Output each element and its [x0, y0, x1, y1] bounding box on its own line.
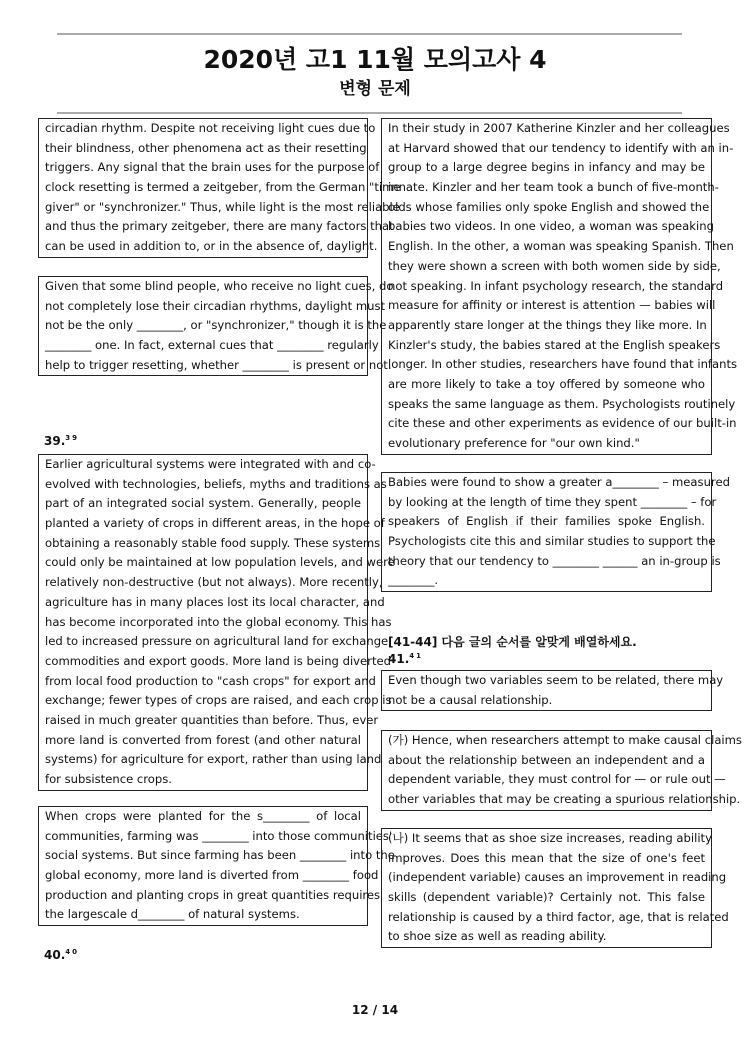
passage-38-box: [38, 118, 401, 258]
text-line: Even though two variables seem to be related, there may: [388, 673, 724, 687]
text-line: obtaining a reasonably stable food supply. These systems: [45, 535, 381, 550]
text-line: not be the only ________, or "synchronizer," though it is the: [45, 318, 387, 333]
text-line: part of an integrated social system. Generally, people: [45, 496, 361, 511]
text-line: not completely lose their circadian rhythms, daylight must: [45, 298, 386, 313]
page-subtitle: 변형 문제: [339, 79, 411, 99]
text-line: more land is converted from forest (and other natural: [45, 732, 361, 747]
text-line: improves. Does this mean that the size of one's feet: [388, 850, 705, 865]
text-line: circadian rhythm. Despite not receiving light cues due to: [45, 121, 376, 135]
text-line: are more likely to take a toy offered by someone who: [388, 376, 705, 391]
text-line: help to trigger resetting, whether ________ is present or not.: [45, 357, 392, 372]
text-line: Kinzler's study, the babies stared at the English speakers: [388, 337, 721, 352]
summary-39-box: [38, 806, 395, 926]
passage-39-box: [38, 454, 395, 791]
text-line: group to a large degree begins in infancy and may be: [388, 160, 705, 175]
text-line: agriculture has in many places lost its local character, and: [45, 594, 385, 609]
question-41-label: 41.41: [388, 652, 424, 666]
text-line: planted a variety of crops in different areas, in the hope of: [45, 516, 385, 531]
text-line: (independent variable) causes an improvement in reading: [388, 870, 727, 885]
text-line: and thus the primary zeitgeber, there are many factors that: [45, 219, 394, 234]
text-line: (가) Hence, when researchers attempt to make causal claims: [388, 733, 742, 747]
text-line: Babies were found to show a greater a________ – measured: [388, 475, 730, 489]
text-line: systems) for agriculture for export, rather than using land: [45, 752, 382, 767]
text-line: has become incorporated into the global economy. This has: [45, 614, 392, 629]
text-line: Given that some blind people, who receive no light cues, do: [45, 279, 394, 293]
text-line: speaks the same language as them. Psychologists routinely: [388, 396, 736, 411]
text-line: other variables that may be creating a spurious relationship.: [388, 792, 741, 807]
text-line: clock resetting is termed a zeitgeber, from the German "time: [45, 180, 401, 195]
text-line: In their study in 2007 Katherine Kinzler and her colleagues: [388, 121, 730, 135]
text-line: ________.: [388, 573, 439, 588]
text-line: When crops were planted for the s________ of local: [45, 809, 361, 823]
part-na-box: [381, 828, 729, 948]
text-line: production and planting crops in great quantities requires: [45, 887, 381, 902]
question-40-label: 40.40: [44, 948, 80, 962]
part-ga-box: [381, 730, 742, 811]
text-line: olds whose families only spoke English and showed the: [388, 199, 710, 214]
question-39-label: 39.39: [44, 434, 80, 448]
text-line: not speaking. In infant psychology research, the standard: [388, 278, 724, 293]
summary-40-box: [381, 472, 730, 592]
text-line: led to increased pressure on agricultural land for exchange: [45, 634, 389, 649]
text-line: skills (dependent variable)? Certainly not. This false: [388, 890, 705, 905]
text-line: cite these and other experiments as evidence of our built-in: [388, 416, 737, 431]
text-line: (나) It seems that as shoe size increases, reading ability: [388, 831, 712, 845]
text-line: to shoe size as well as reading ability.: [388, 929, 607, 944]
summary-38-box: [38, 276, 394, 376]
text-line: apparently stare longer at the things they like more. In: [388, 317, 707, 332]
text-line: could only be maintained at low population levels, and were: [45, 555, 395, 570]
text-line: commodities and export goods. More land is being diverted: [45, 653, 391, 668]
text-line: not be a causal relationship.: [388, 692, 553, 707]
text-line: their blindness, other phenomena act as their resetting: [45, 140, 367, 155]
text-line: speakers of English if their families spoke English.: [388, 514, 705, 529]
text-line: global economy, more land is diverted from ________ food: [45, 868, 379, 883]
text-line: can be used in addition to, or in the absence of, daylight.: [45, 239, 378, 254]
text-line: for subsistence crops.: [45, 772, 172, 786]
text-line: by looking at the length of time they spent ________ – for: [388, 494, 717, 509]
text-line: the largescale d________ of natural systems.: [45, 907, 300, 922]
page-number: 12 / 14: [351, 1003, 399, 1017]
text-line: about the relationship between an independent and a: [388, 752, 705, 767]
text-line: babies two videos. In one video, a woman was speaking: [388, 219, 714, 234]
text-line: Earlier agricultural systems were integrated with and co-: [45, 457, 376, 471]
text-line: giver" or "synchronizer." Thus, while light is the most reliable: [45, 199, 400, 214]
text-line: Psychologists cite this and similar studies to support the: [388, 534, 716, 549]
text-line: social systems. But since farming has been ________ into the: [45, 848, 395, 863]
text-line: ________ one. In fact, external cues that ________ regularly: [45, 338, 379, 353]
page-title: 2020년 고1 11월 모의고사 4: [203, 45, 547, 74]
passage-40-box: [381, 118, 738, 455]
top-rule: [57, 33, 682, 35]
text-line: innate. Kinzler and her team took a bunch of five-month-: [388, 180, 719, 195]
text-line: relationship is caused by a third factor, age, that is related: [388, 909, 729, 924]
text-line: at Harvard showed that our tendency to identify with an in-: [388, 140, 734, 155]
text-line: communities, farming was ________ into those communities': [45, 828, 393, 843]
text-line: raised in much greater quantities than before. Thus, ever: [45, 712, 379, 727]
text-line: evolved with technologies, beliefs, myths and traditions as: [45, 476, 387, 491]
section-heading: [41-44] 다음 글의 순서를 알맞게 배열하세요.: [388, 635, 637, 649]
text-line: triggers. Any signal that the brain uses for the purpose of: [45, 160, 380, 175]
text-line: from local food production to "cash crops" for export and: [45, 673, 376, 688]
text-line: English. In the other, a woman was speaking Spanish. Then: [388, 239, 734, 254]
text-line: they were shown a screen with both women side by side,: [388, 258, 721, 273]
text-line: exchange; fewer types of crops are raised, and each crop is: [45, 693, 392, 708]
text-line: measure for affinity or interest is attention — babies will: [388, 298, 716, 313]
intro-41-box: [381, 670, 724, 711]
text-line: theory that our tendency to ________ ______ an in-group is: [388, 553, 721, 568]
text-line: dependent variable, they must control for — or rule out —: [388, 772, 726, 787]
header-rule: [57, 112, 682, 114]
text-line: evolutionary preference for "our own kind.": [388, 436, 640, 450]
text-line: longer. In other studies, researchers have found that infants: [388, 357, 738, 372]
text-line: relatively non-destructive (but not always). More recently,: [45, 575, 383, 590]
